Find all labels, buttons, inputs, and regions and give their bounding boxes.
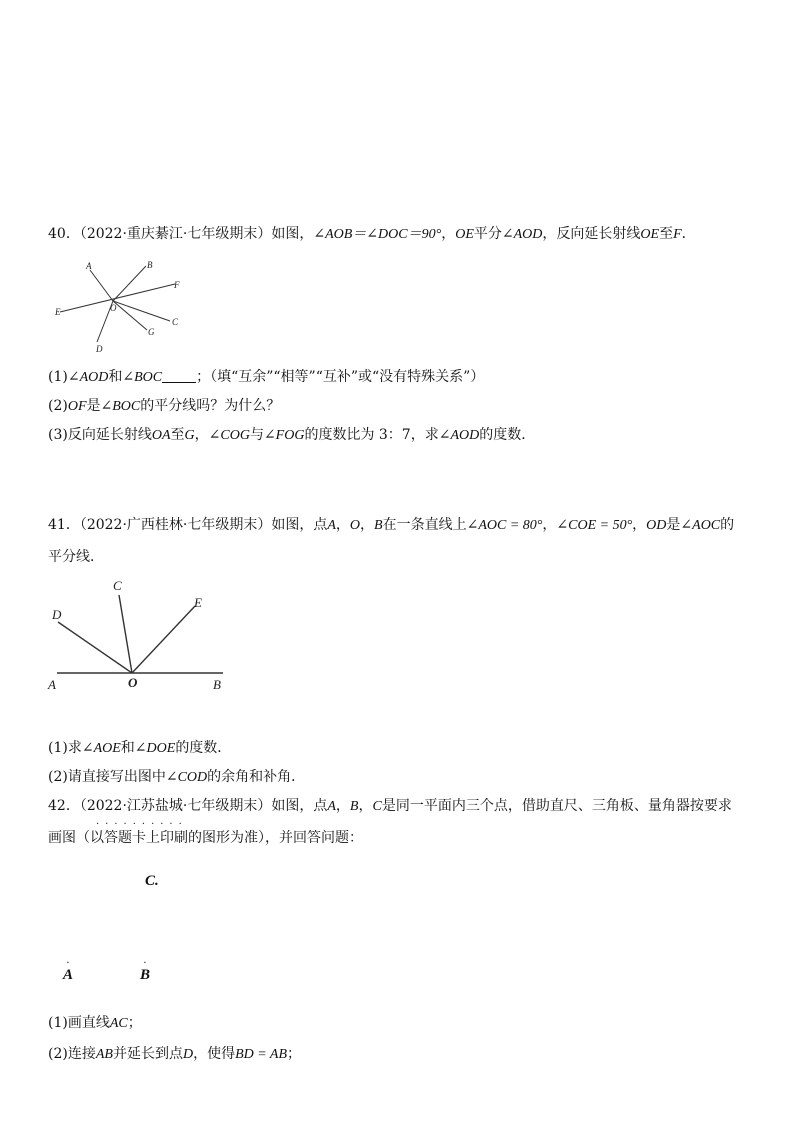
q41-text: ， xyxy=(335,517,350,533)
q42-sub1-text: ； xyxy=(127,1015,142,1031)
q41-label-c: C xyxy=(113,578,122,593)
q40-stem xyxy=(48,224,696,245)
q40-label-e: E xyxy=(55,307,61,317)
q40-sub1-aod: AOD xyxy=(79,370,109,385)
q40-figure xyxy=(50,255,200,355)
q40-sub1-text: 和∠ xyxy=(108,369,135,385)
q40-sub1 xyxy=(48,367,484,388)
q40-sub3-cog: COG xyxy=(220,428,250,443)
q40-text: ， xyxy=(441,226,456,242)
q42-stem-line2: 画图（以答题卡上印刷的图形为准），并回答问题： xyxy=(48,830,363,846)
q41-point-o: O xyxy=(349,518,361,533)
q41-text: ， xyxy=(632,517,647,533)
q41-sub2-cod: ∠COD xyxy=(165,770,208,785)
q42-sub1-text: (1)画直线 xyxy=(48,1015,110,1031)
q42-fig-point-a xyxy=(63,958,74,984)
q41-stem xyxy=(48,515,734,536)
q41-text: 的 xyxy=(720,517,735,533)
q41-sub2-text: (2)请直接写出图中 xyxy=(48,769,166,785)
q40-sub3-text: ，∠ xyxy=(194,427,221,443)
q42-sub2-text: 并延长到点 xyxy=(112,1046,183,1062)
q42-sub1 xyxy=(48,1013,142,1034)
q41-sub2 xyxy=(48,767,305,788)
q40-sub3-aod: AOD xyxy=(450,428,480,443)
q41-source: （2022·广西桂林·七年级期末） xyxy=(79,517,272,533)
q42-sub2-bd-ab: BD = AB xyxy=(235,1047,288,1062)
q40-text: ，反向延长射线 xyxy=(542,226,641,242)
q41-label-a: A xyxy=(48,677,56,692)
q40-text: 如图， xyxy=(271,226,314,242)
q41-sub1 xyxy=(48,738,231,759)
q40-text: 平分∠ xyxy=(473,226,514,242)
q42-sub2-text: ，使得 xyxy=(193,1046,236,1062)
q40-ray-oa xyxy=(90,270,113,301)
q41-label-b: B xyxy=(213,677,221,692)
q42-label-b: B xyxy=(140,967,151,983)
q40-answer-blank[interactable] xyxy=(162,368,196,383)
q40-line-ef xyxy=(60,284,175,312)
q41-text: 如图，点 xyxy=(271,517,328,533)
q40-sub3-text: 与∠ xyxy=(249,427,276,443)
q42-label-a: A xyxy=(63,967,74,983)
q40-sub3 xyxy=(48,425,535,446)
q40-sub2 xyxy=(48,396,280,417)
q40-angles-given: ∠AOB＝∠DOC＝90° xyxy=(313,227,442,242)
q40-sub3-text: (3)反向延长射线 xyxy=(48,427,152,443)
q40-ray-oe: OE xyxy=(455,227,474,242)
q41-figure xyxy=(45,578,235,693)
q41-ray-od: OD xyxy=(646,518,667,533)
q40-ray-oc xyxy=(113,301,170,321)
q41-stem-line2: 平分线． xyxy=(48,549,104,565)
q41-ray-oc xyxy=(119,595,132,673)
q42-text: 是同一平面内三个点，借助直尺、三角板、量角器按要求 xyxy=(381,798,732,814)
q42-text: ， xyxy=(335,798,350,814)
q42-dot-b: · xyxy=(143,958,147,969)
q41-ray-od xyxy=(58,622,132,673)
q41-sub1-doe: ∠DOE xyxy=(134,741,176,756)
q41-label-d: D xyxy=(52,607,62,622)
q42-source: （2022·江苏盐城·七年级期末） xyxy=(79,798,272,814)
q41-angle-coe: ∠COE = 50° xyxy=(556,518,633,533)
q42-fig-point-c: C. xyxy=(145,873,159,889)
q40-ray-ob xyxy=(113,266,146,301)
q40-sub3-text: 至 xyxy=(170,427,185,443)
q40-sub3-g: G xyxy=(184,428,195,443)
q40-source: （2022·重庆綦江·七年级期末） xyxy=(79,226,272,242)
q40-point-f: F xyxy=(673,227,682,242)
q42-point-b: B xyxy=(349,799,359,814)
q42-text: 如图，点 xyxy=(271,798,328,814)
q40-ray-og xyxy=(113,301,147,330)
q42-sub1-ac: AC xyxy=(109,1016,128,1031)
q40-sub2-text: 的平分线吗？为什么？ xyxy=(140,398,281,414)
q41-sub1-text: (1)求 xyxy=(48,740,82,756)
q40-sub2-text: 是∠ xyxy=(86,398,113,414)
q40-sub1-boc: BOC xyxy=(134,370,163,385)
q41-number: 41． xyxy=(48,517,80,533)
q42-sub2-ab: AB xyxy=(95,1047,113,1062)
q40-label-f: F xyxy=(174,280,180,290)
q41-point-b: B xyxy=(374,518,383,533)
q41-sub1-text: 的度数． xyxy=(175,740,232,756)
q42-stem xyxy=(48,796,732,817)
q42-sub2 xyxy=(48,1044,301,1065)
q40-label-c: C xyxy=(172,317,179,327)
q40-sub3-text: 的度数． xyxy=(479,427,536,443)
q40-text: 至 xyxy=(659,226,674,242)
q41-text: 是 xyxy=(666,517,681,533)
q42-point-a: A xyxy=(327,799,336,814)
q40-label-b: B xyxy=(147,260,153,270)
q41-text: ， xyxy=(360,517,375,533)
q40-label-a: A xyxy=(86,261,92,271)
q42-fig-point-b xyxy=(140,958,151,984)
q42-dot-a: · xyxy=(66,958,70,969)
q41-angle-aoc2: ∠AOC xyxy=(680,518,721,533)
q41-point-a: A xyxy=(327,518,336,533)
q41-text: 在一条直线上 xyxy=(382,517,467,533)
q40-sub3-fog: FOG xyxy=(275,428,305,443)
q42-sub2-d: D xyxy=(182,1047,194,1062)
q40-number: 40． xyxy=(48,226,80,242)
q41-angle-aoc: ∠AOC = 80° xyxy=(466,518,543,533)
q40-sub3-oa: OA xyxy=(151,428,171,443)
q41-sub1-aoe: ∠AOE xyxy=(81,741,121,756)
q40-label-o: O xyxy=(110,303,117,313)
q40-sub1-text: (1)∠ xyxy=(48,369,80,385)
q42-text: ， xyxy=(358,798,373,814)
q40-ray-oe2: OE xyxy=(640,227,660,242)
q42-emphasis-dots: ·········· xyxy=(96,819,188,830)
q40-label-d: D xyxy=(96,344,103,354)
q41-ray-oe xyxy=(132,606,195,673)
q40-sub1-text: ；（填“互余”“相等”“互补”或“没有特殊关系”） xyxy=(196,369,485,385)
q40-label-g: G xyxy=(148,327,155,337)
q41-label-e: E xyxy=(194,595,202,610)
q42-sub2-text: (2)连接 xyxy=(48,1046,96,1062)
q41-text: ， xyxy=(542,517,557,533)
q40-text: ． xyxy=(681,226,696,242)
q41-sub2-text: 的余角和补角． xyxy=(207,769,306,785)
q40-sub2-boc: BOC xyxy=(112,399,141,414)
q40-sub2-of: OF xyxy=(67,399,87,414)
q41-sub1-text: 和 xyxy=(120,740,135,756)
q40-angle-aod: AOD xyxy=(513,227,543,242)
q40-sub3-text: 的度数比为 3：7，求∠ xyxy=(304,427,451,443)
q40-sub2-text: (2) xyxy=(48,398,68,414)
q41-label-o: O xyxy=(128,675,138,690)
q42-number: 42． xyxy=(48,798,80,814)
q42-sub2-text: ； xyxy=(287,1046,302,1062)
q42-point-c: C xyxy=(372,799,382,814)
